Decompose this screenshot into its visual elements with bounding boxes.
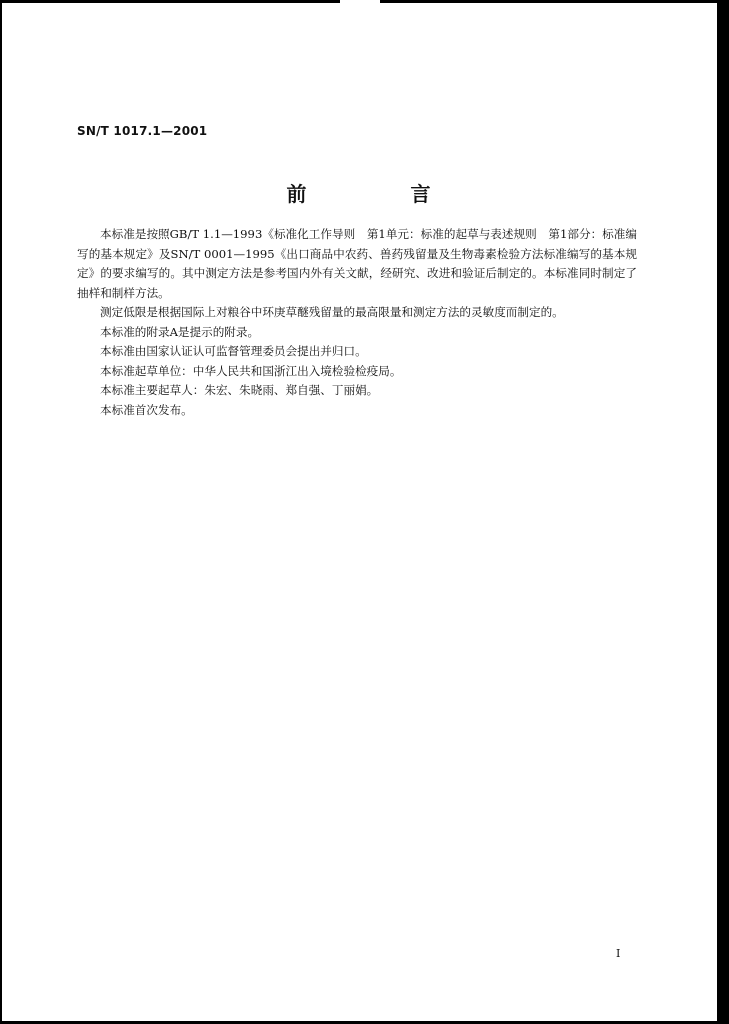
foreword-body: [77, 225, 637, 420]
scan-border-right: [717, 0, 729, 1024]
paragraph: 测定低限是根据国际上对粮谷中环庚草醚残留量的最高限量和测定方法的灵敏度而制定的。: [100, 305, 564, 319]
page-title: 前 言: [286, 182, 473, 206]
paragraph: 本标准起草单位：中华人民共和国浙江出入境检验检疫局。: [100, 363, 402, 378]
paragraph: 本标准由国家认证认可监督管理委员会提出并归口。: [100, 344, 367, 358]
paragraph: 本标准的附录A是提示的附录。: [100, 324, 260, 339]
scan-border-gap: [340, 0, 380, 3]
standard-code: SN/T 1017.1—2001: [77, 124, 208, 138]
paragraph: 本标准主要起草人：朱宏、朱晓雨、郑自强、丁丽娟。: [100, 383, 379, 397]
scan-border-left: [0, 0, 2, 1024]
page-number: I: [616, 947, 621, 960]
paragraph: 本标准首次发布。: [100, 402, 193, 417]
paragraph: 本标准是按照GB/T 1.1—1993《标准化工作导则 第1单元：标准的起草与表述规则 第1部分：标准编写的基本规定》及SN/T 0001—1995《出口商品中农药、兽药残留量及生物毒素检验方法标准编写的基本规定》的要求编写的。其中测定方法是参考国内外有关文献，经研究、改进和验证后制定的。本标准同时制定了抽样和制样方法。: [77, 227, 637, 300]
